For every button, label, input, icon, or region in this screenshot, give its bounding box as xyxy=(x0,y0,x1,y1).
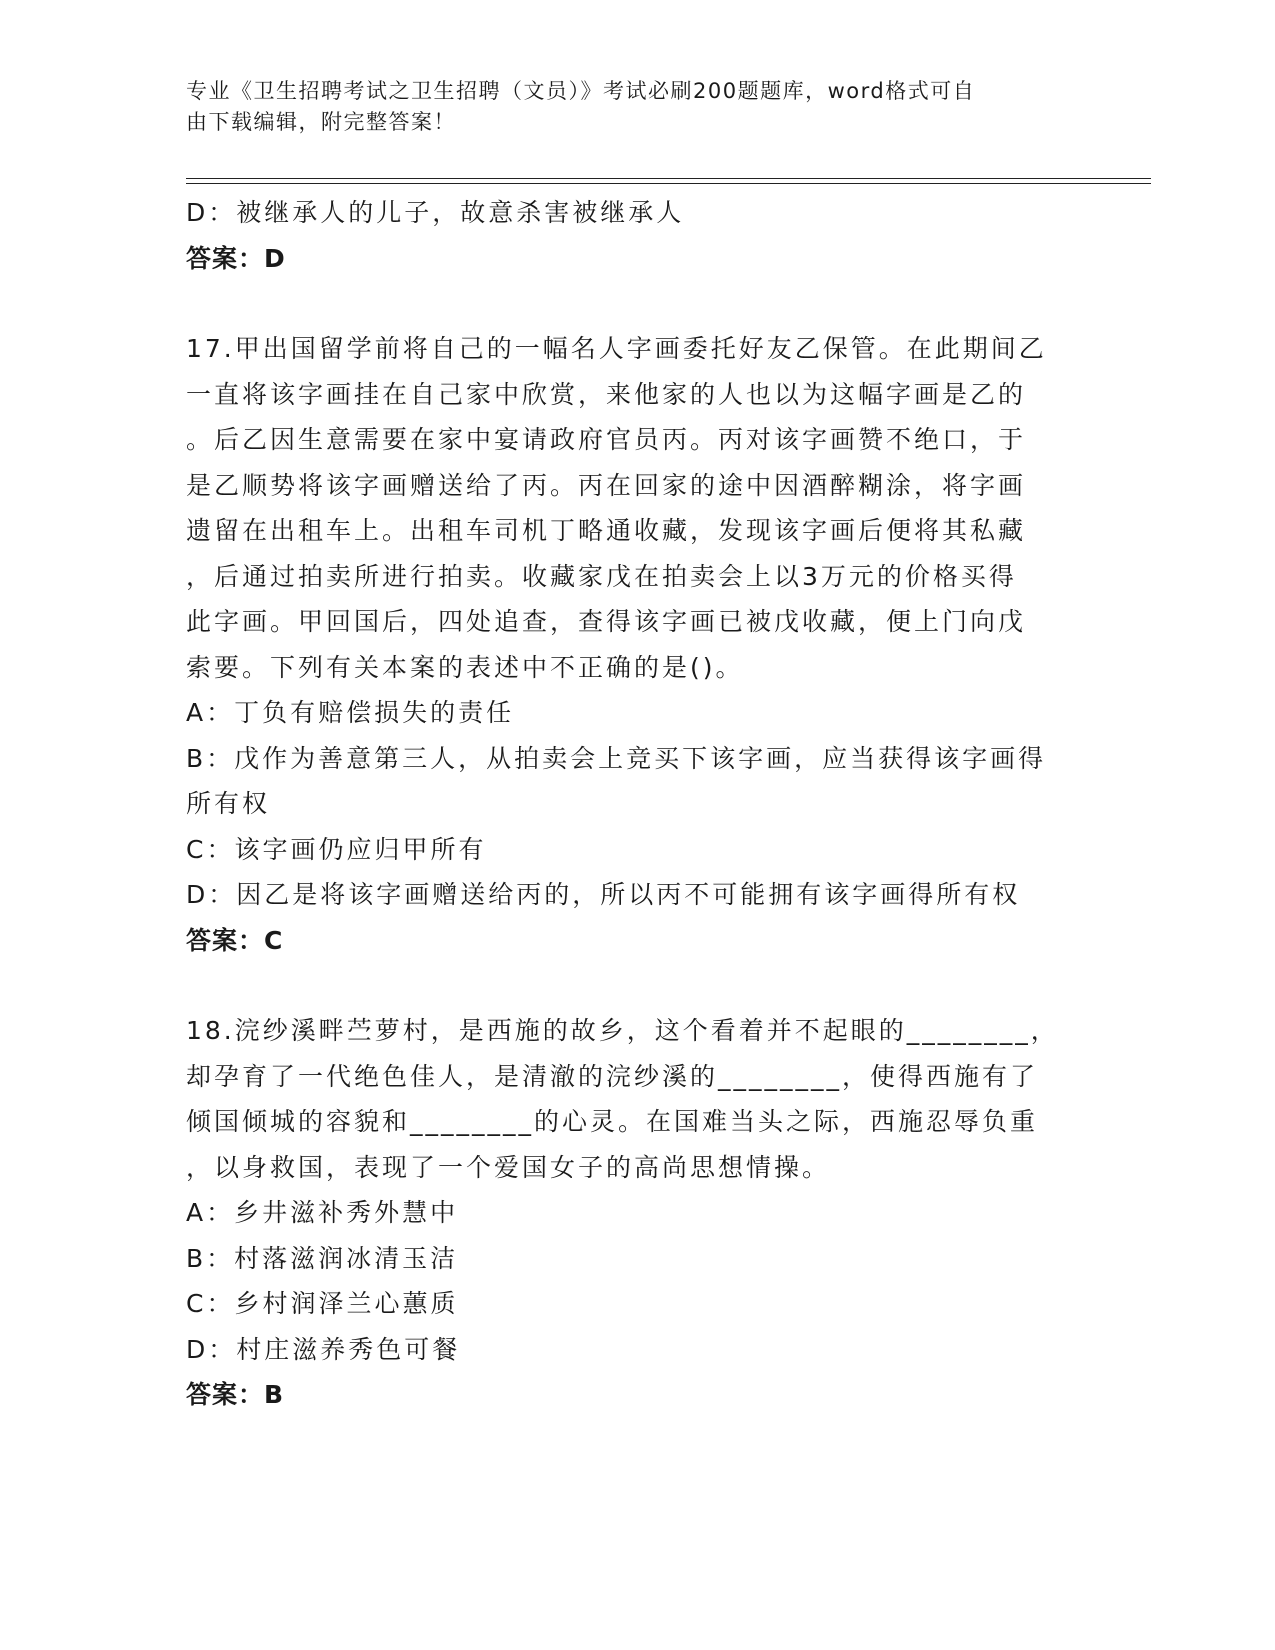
option-b-continued: 所有权 xyxy=(186,789,271,818)
question-text-line: 18.浣纱溪畔苎萝村，是西施的故乡，这个看着并不起眼的________， xyxy=(186,1016,1059,1045)
question-text-line: 。后乙因生意需要在家中宴请政府官员丙。丙对该字画赞不绝口，于 xyxy=(186,425,1027,454)
header-divider-top xyxy=(186,178,1151,179)
question-text-line: 遗留在出租车上。出租车司机丁略通收藏，发现该字画后便将其私藏 xyxy=(186,516,1027,545)
answer: 答案：B xyxy=(186,1380,285,1409)
question-text-line: 却孕育了一代绝色佳人，是清澈的浣纱溪的________，使得西施有了 xyxy=(186,1061,1039,1091)
page-header xyxy=(186,76,1066,138)
option-c: C：乡村润泽兰心蕙质 xyxy=(186,1289,459,1318)
option-d: D：因乙是将该字画赠送给丙的，所以丙不可能拥有该字画得所有权 xyxy=(186,880,1021,909)
answer: 答案：C xyxy=(186,925,284,955)
option-a: A：丁负有赔偿损失的责任 xyxy=(186,698,515,727)
option-a: A：乡井滋补秀外慧中 xyxy=(186,1198,459,1227)
question-text-line: 一直将该字画挂在自己家中欣赏，来他家的人也以为这幅字画是乙的 xyxy=(186,379,1027,409)
question-16-tail xyxy=(186,190,1086,281)
question-text-line: ，后通过拍卖所进行拍卖。收藏家戊在拍卖会上以3万元的价格买得 xyxy=(186,561,1017,591)
question-text-line: 此字画。甲回国后，四处追查，查得该字画已被戊收藏，便上门向戊 xyxy=(186,607,1027,636)
option-b: B：戊作为善意第三人，从拍卖会上竞买下该字画，应当获得该字画得 xyxy=(186,743,1047,773)
option-d: D：村庄滋养秀色可餐 xyxy=(186,1334,461,1364)
header-divider-bottom xyxy=(186,183,1151,184)
question-text-line: 是乙顺势将该字画赠送给了丙。丙在回家的途中因酒醉糊涂，将字画 xyxy=(186,470,1027,500)
option-b: B：村落滋润冰清玉洁 xyxy=(186,1243,459,1273)
document-body xyxy=(186,190,1086,1418)
header-line-1: 专业《卫生招聘考试之卫生招聘（文员）》考试必刷200题题库，word格式可自 xyxy=(186,79,976,103)
question-text-line: 索要。下列有关本案的表述中不正确的是()。 xyxy=(186,652,744,682)
option-d: D：被继承人的儿子，故意杀害被继承人 xyxy=(186,198,685,227)
question-18 xyxy=(186,1008,1086,1418)
option-c: C：该字画仍应归甲所有 xyxy=(186,834,487,864)
header-line-2: 由下载编辑，附完整答案！ xyxy=(186,110,456,134)
question-text-line: 倾国倾城的容貌和________的心灵。在国难当头之际，西施忍辱负重 xyxy=(186,1107,1039,1136)
answer: 答案：D xyxy=(186,243,286,273)
question-17 xyxy=(186,326,1086,963)
question-text-line: 17.甲出国留学前将自己的一幅名人字画委托好友乙保管。在此期间乙 xyxy=(186,334,1047,363)
question-text-line: ，以身救国，表现了一个爱国女子的高尚思想情操。 xyxy=(186,1152,831,1182)
